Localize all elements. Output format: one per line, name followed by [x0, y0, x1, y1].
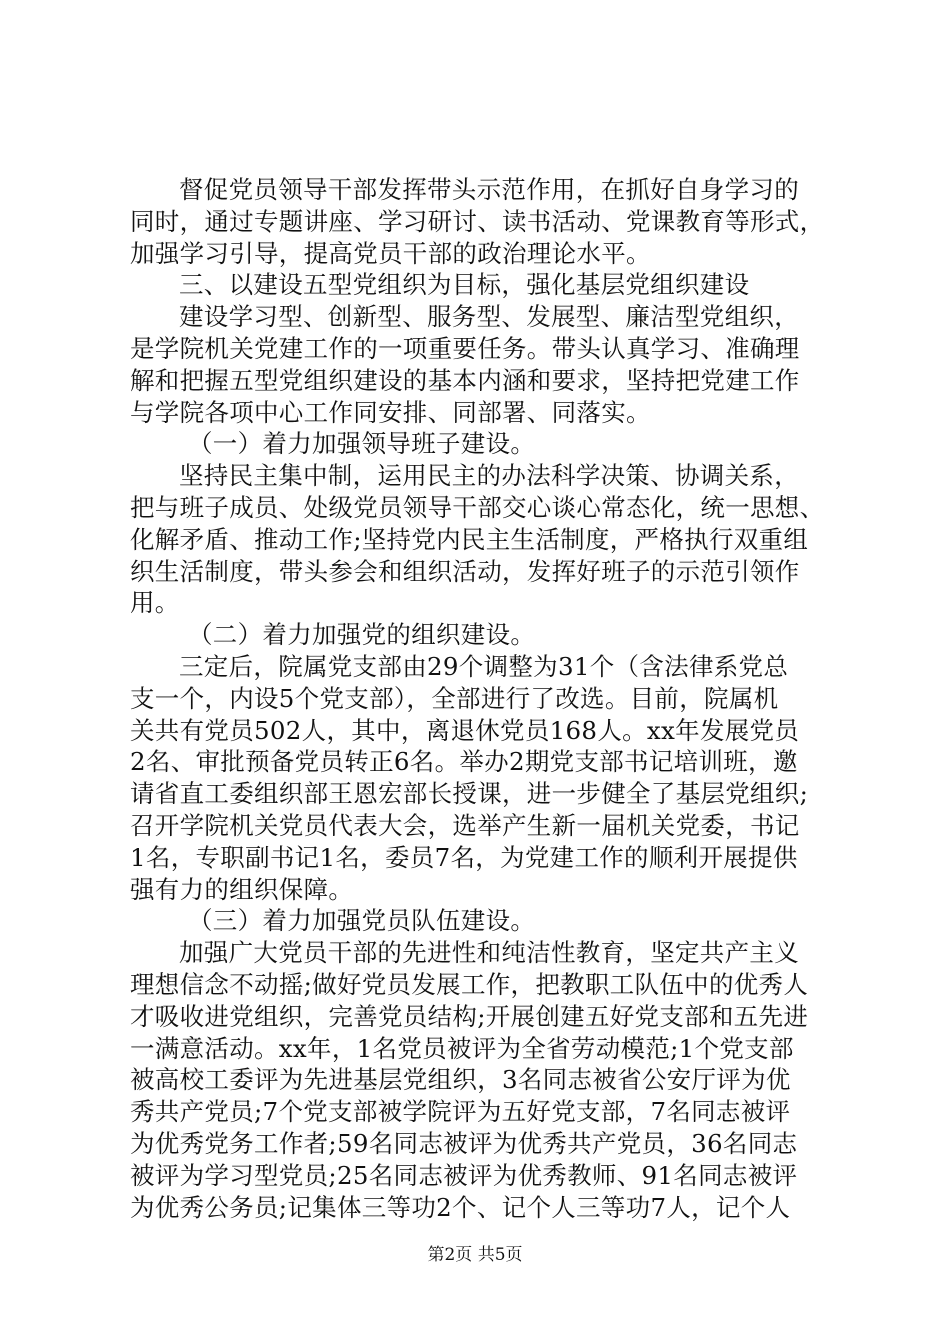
paragraph-line: 化解矛盾、推动工作;坚持党内民主生活制度，严格执行双重组 — [130, 524, 809, 554]
paragraph-line: 督促党员领导干部发挥带头示范作用，在抓好自身学习的 — [179, 175, 799, 204]
paragraph-line: 解和把握五型党组织建设的基本内涵和要求，坚持把党建工作 — [130, 365, 800, 395]
paragraph-line: 秀共产党员;7个党支部被学院评为五好党支部，7名同志被评 — [130, 1097, 791, 1127]
paragraph-line: 同时，通过专题讲座、学习研讨、读书活动、党课教育等形式， — [130, 206, 825, 236]
paragraph-line: 与学院各项中心工作同安排、同部署、同落实。 — [130, 397, 651, 427]
paragraph-line: 被评为学习型党员;25名同志被评为优秀教师、91名同志被评 — [130, 1160, 798, 1190]
paragraph-line: 是学院机关党建工作的一项重要任务。带头认真学习、准确理 — [130, 333, 800, 363]
paragraph-line: 1名，专职副书记1名，委员7名，为党建工作的顺利开展提供 — [130, 842, 798, 872]
paragraph-line: 坚持民主集中制，运用民主的办法科学决策、协调关系， — [179, 461, 799, 491]
paragraph-line: 强有力的组织保障。 — [130, 874, 354, 904]
paragraph-line: 为优秀公务员;记集体三等功2个、记个人三等功7人，记个人 — [130, 1192, 791, 1222]
page-number-footer: 第2页 共5页 — [427, 1245, 523, 1265]
subsection-heading: （一）着力加强领导班子建设。 — [188, 429, 536, 459]
paragraph-line: 关共有党员502人，其中，离退休党员168人。xx年发展党员 — [130, 715, 800, 745]
paragraph-line: 才吸收进党组织，完善党员结构;开展创建五好党支部和五先进 — [130, 1001, 809, 1031]
paragraph-line: 用。 — [130, 588, 180, 618]
paragraph-line: 三定后，院属党支部由29个调整为31个（含法律系党总 — [179, 651, 789, 681]
document-body — [130, 174, 842, 1223]
paragraph-line: 2名、审批预备党员转正6名。举办2期党支部书记培训班，邀 — [130, 747, 798, 777]
paragraph-line: 建设学习型、创新型、服务型、发展型、廉洁型党组织， — [179, 302, 799, 332]
paragraph-line: 加强学习引导，提高党员干部的政治理论水平。 — [130, 238, 651, 268]
paragraph-line: 加强广大党员干部的先进性和纯洁性教育，坚定共产主义 — [179, 938, 799, 968]
paragraph-line: 被高校工委评为先进基层党组织，3名同志被省公安厅评为优 — [130, 1065, 791, 1095]
paragraph-line: 织生活制度，带头参会和组织活动，发挥好班子的示范引领作 — [130, 556, 800, 586]
paragraph-line: 召开学院机关党员代表大会，选举产生新一届机关党委，书记 — [130, 810, 800, 840]
paragraph-line: 理想信念不动摇;做好党员发展工作，把教职工队伍中的优秀人 — [130, 969, 809, 999]
subsection-heading: （二）着力加强党的组织建设。 — [188, 620, 536, 650]
paragraph-line: 为优秀党务工作者;59名同志被评为优秀共产党员，36名同志 — [130, 1128, 798, 1158]
section-heading: 三、以建设五型党组织为目标，强化基层党组织建设 — [179, 270, 750, 300]
paragraph-line: 把与班子成员、处级党员领导干部交心谈心常态化，统一思想、 — [130, 492, 825, 522]
paragraph-line: 支一个，内设5个党支部），全部进行了改选。目前，院属机 — [130, 683, 779, 713]
paragraph-line: 一满意活动。xx年，1名党员被评为全省劳动模范;1个党支部 — [130, 1033, 794, 1063]
paragraph-line: 请省直工委组织部王恩宏部长授课，进一步健全了基层党组织; — [130, 779, 809, 809]
subsection-heading: （三）着力加强党员队伍建设。 — [188, 906, 536, 936]
